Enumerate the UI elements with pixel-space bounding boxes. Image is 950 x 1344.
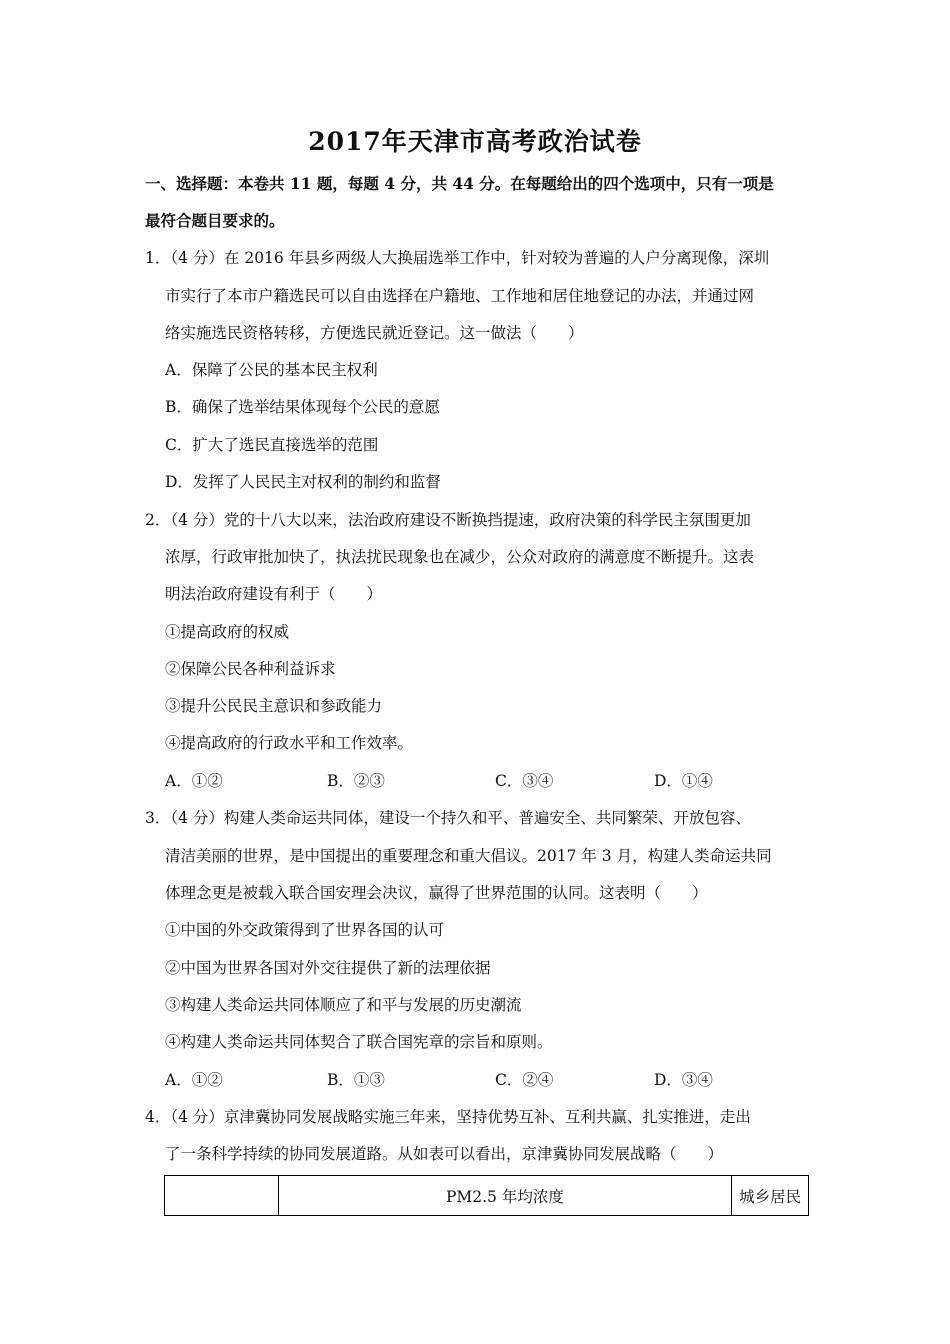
q3-stem-line-2: 清洁美丽的世界，是中国提出的重要理念和重大倡议。2017 年 3 月，构建人类命运共同 bbox=[165, 847, 772, 865]
section-instruction-line-2: 最符合题目要求的。 bbox=[145, 211, 285, 230]
q4-stem-line-2: 了一条科学持续的协同发展道路。从如表可以看出，京津冀协同发展战略（ ） bbox=[165, 1145, 724, 1163]
q3-option-d[interactable]: D．③④ bbox=[654, 1071, 713, 1089]
q1-option-a[interactable]: A．保障了公民的基本民主权利 bbox=[165, 361, 378, 379]
q1-option-c[interactable]: C．扩大了选民直接选举的范围 bbox=[165, 436, 379, 454]
q4-stem-line-1: 4．（4 分）京津冀协同发展战略实施三年来，坚持优势互补、互利共赢、扎实推进，走出 bbox=[145, 1108, 751, 1126]
table-header-cell-1 bbox=[165, 1176, 279, 1216]
q2-option-b[interactable]: B．②③ bbox=[327, 772, 385, 790]
q1-option-b[interactable]: B．确保了选举结果体现每个公民的意愿 bbox=[165, 398, 440, 416]
table-header-cell-residents: 城乡居民 bbox=[732, 1176, 809, 1216]
exam-title: 2017年天津市高考政治试卷 bbox=[308, 127, 642, 156]
q1-stem-line-1: 1．（4 分）在 2016 年县乡两级人大换届选举工作中，针对较为普遍的人户分离现像，深圳 bbox=[145, 249, 770, 267]
q2-stem-line-2: 浓厚，行政审批加快了，执法扰民现象也在减少，公众对政府的满意度不断提升。这表 bbox=[165, 548, 755, 566]
q4-data-table bbox=[164, 1175, 809, 1216]
q2-statement-4: ④提高政府的行政水平和工作效率。 bbox=[165, 734, 414, 752]
table-row bbox=[165, 1176, 809, 1216]
q2-stem-line-3: 明法治政府建设有利于（ ） bbox=[165, 585, 383, 603]
q2-option-a[interactable]: A．①② bbox=[165, 772, 223, 790]
q1-stem-line-2: 市实行了本市户籍选民可以自由选择在户籍地、工作地和居住地登记的办法，并通过网 bbox=[165, 287, 755, 305]
table-header-cell-pm25: PM2.5 年均浓度 bbox=[278, 1176, 732, 1216]
q1-option-d[interactable]: D．发挥了人民民主对权利的制约和监督 bbox=[165, 473, 441, 491]
q2-option-d[interactable]: D．①④ bbox=[654, 772, 713, 790]
q1-stem-line-3: 络实施选民资格转移，方便选民就近登记。这一做法（ ） bbox=[165, 324, 584, 342]
q2-statement-2: ②保障公民各种利益诉求 bbox=[165, 660, 336, 678]
q3-statement-3: ③构建人类命运共同体顺应了和平与发展的历史潮流 bbox=[165, 996, 522, 1014]
q3-stem-line-1: 3．（4 分）构建人类命运共同体，建设一个持久和平、普遍安全、共同繁荣、开放包容、 bbox=[145, 809, 751, 827]
section-instruction-line-1: 一、选择题：本卷共 11 题，每题 4 分，共 44 分。在每题给出的四个选项中，只有一项是 bbox=[145, 174, 774, 193]
q2-option-c[interactable]: C．③④ bbox=[495, 772, 554, 790]
q2-statement-3: ③提升公民民主意识和参政能力 bbox=[165, 697, 383, 715]
q3-statement-1: ①中国的外交政策得到了世界各国的认可 bbox=[165, 921, 445, 939]
q2-statement-1: ①提高政府的权威 bbox=[165, 623, 290, 641]
q3-option-c[interactable]: C．②④ bbox=[495, 1071, 554, 1089]
q3-option-a[interactable]: A．①② bbox=[165, 1071, 223, 1089]
q3-option-b[interactable]: B．①③ bbox=[327, 1071, 385, 1089]
q2-stem-line-1: 2．（4 分）党的十八大以来，法治政府建设不断换挡提速，政府决策的科学民主氛围更加 bbox=[145, 511, 751, 529]
q3-statement-2: ②中国为世界各国对外交往提供了新的法理依据 bbox=[165, 959, 491, 977]
q3-statement-4: ④构建人类命运共同体契合了联合国宪章的宗旨和原则。 bbox=[165, 1033, 553, 1051]
q3-stem-line-3: 体理念更是被载入联合国安理会决议，赢得了世界范围的认同。这表明（ ） bbox=[165, 884, 708, 902]
